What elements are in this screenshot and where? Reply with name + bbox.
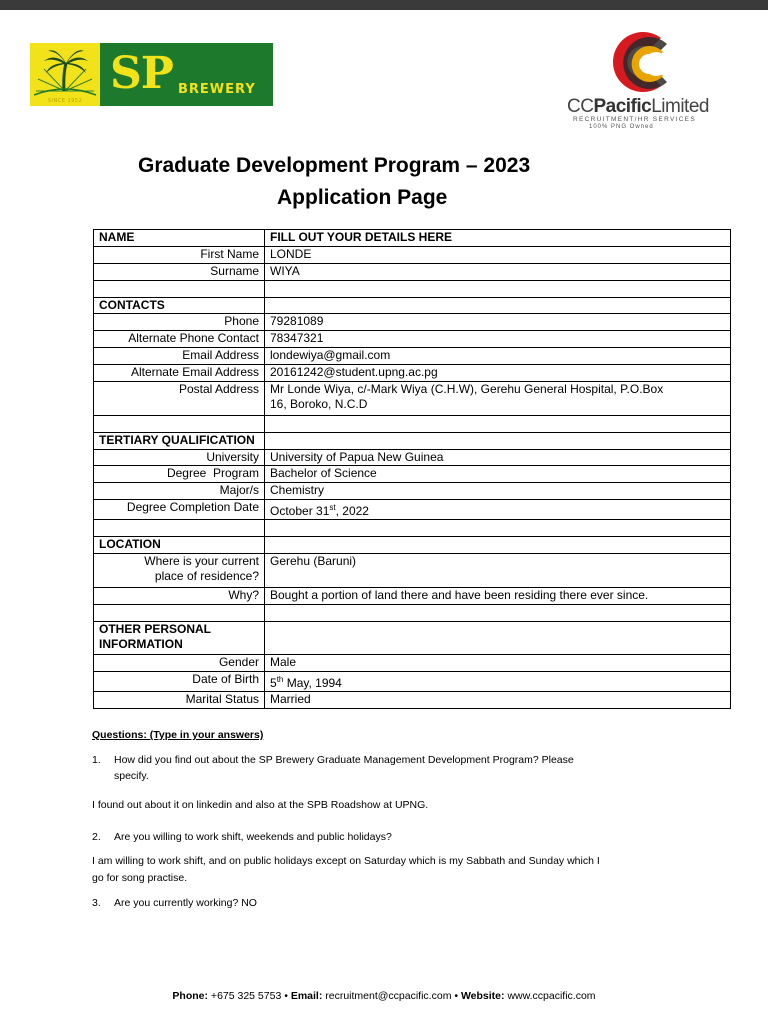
dob-field[interactable] [265, 672, 731, 692]
footer-email-label: Email: [290, 990, 323, 1002]
empty-cell [94, 520, 265, 537]
footer-phone: +675 325 5753 • [208, 990, 291, 1002]
table-row [94, 672, 731, 692]
contacts-section-header: CONTACTS [94, 297, 265, 314]
questions-header: Questions: (Type in your answers) [92, 729, 264, 741]
application-form-table [93, 229, 731, 709]
why-field[interactable]: Bought a portion of land there and have been residing there ever since. [265, 587, 731, 604]
alt-phone-label: Alternate Phone Contact [94, 331, 265, 348]
major-field[interactable]: Chemistry [265, 483, 731, 500]
gender-field[interactable]: Male [265, 655, 731, 672]
completion-date-field[interactable] [265, 500, 731, 520]
gender-label: Gender [94, 655, 265, 672]
university-field[interactable]: University of Papua New Guinea [265, 449, 731, 466]
sp-letters: SP [110, 48, 173, 99]
empty-cell [265, 604, 731, 621]
other-info-section-header [94, 621, 265, 655]
page-subtitle: Application Page [277, 186, 448, 209]
alt-email-field[interactable]: 20161242@student.upng.ac.pg [265, 365, 731, 382]
table-row [94, 483, 731, 500]
table-row [94, 382, 731, 416]
question-2-text: Are you willing to work shift, weekends and public holidays? [114, 831, 392, 843]
residence-label [94, 554, 265, 588]
footer-website: www.ccpacific.com [504, 990, 596, 1002]
name-section-header: NAME [94, 230, 265, 247]
question-1-line-1: How did you find out about the SP Brewery Graduate Management Development Program? Please [114, 754, 574, 766]
dob-suffix: th [276, 675, 284, 685]
cc-pacific-name: CCPacificLimited [567, 96, 709, 117]
table-row [94, 331, 731, 348]
table-row [94, 449, 731, 466]
completion-date-label: Degree Completion Date [94, 500, 265, 520]
residence-label-line-2: place of residence? [154, 569, 259, 584]
empty-cell [265, 621, 731, 655]
first-name-label: First Name [94, 246, 265, 263]
postal-address-label: Postal Address [94, 382, 265, 416]
alt-email-label: Alternate Email Address [94, 365, 265, 382]
empty-cell [94, 280, 265, 297]
university-label: University [94, 449, 265, 466]
dob-label: Date of Birth [94, 672, 265, 692]
sp-brewery-logo [30, 43, 273, 106]
first-name-field[interactable]: LONDE [265, 246, 731, 263]
fill-details-header: FILL OUT YOUR DETAILS HERE [265, 230, 731, 247]
tertiary-section-header: TERTIARY QUALIFICATION [94, 432, 265, 449]
completion-date-main: October 31 [270, 504, 330, 519]
table-row [94, 314, 731, 331]
alt-phone-field[interactable]: 78347321 [265, 331, 731, 348]
top-border-bar [0, 0, 768, 10]
why-label: Why? [94, 587, 265, 604]
empty-cell [94, 415, 265, 432]
page-title: Graduate Development Program – 2023 [138, 154, 531, 177]
other-info-header-line-1: OTHER PERSONAL [99, 621, 212, 636]
marital-status-field[interactable]: Married [265, 692, 731, 709]
other-info-header-line-2: INFORMATION [99, 636, 183, 651]
surname-field[interactable]: WIYA [265, 263, 731, 280]
residence-field[interactable]: Gerehu (Baruni) [265, 554, 731, 588]
table-row [94, 348, 731, 365]
question-3-text: Are you currently working? NO [114, 897, 257, 909]
question-3 [92, 895, 257, 911]
cc-pacific-logo [563, 28, 723, 138]
phone-field[interactable]: 79281089 [265, 314, 731, 331]
table-row [94, 604, 731, 621]
question-3-number: 3. [92, 897, 101, 909]
email-field[interactable]: londewiya@gmail.com [265, 348, 731, 365]
sp-logo-green-panel [100, 43, 273, 106]
cc-pacific-owned: 100% PNG Owned [589, 124, 654, 130]
table-row [94, 297, 731, 314]
postal-line-2: 16, Boroko, N.C.D [270, 397, 368, 412]
postal-line-1: Mr Londe Wiya, c/-Mark Wiya (C.H.W), Gerehu General Hospital, P.O.Box [270, 382, 664, 397]
empty-cell [265, 415, 731, 432]
marital-status-label: Marital Status [94, 692, 265, 709]
table-row [94, 246, 731, 263]
footer-contact-line [0, 990, 768, 1002]
table-row [94, 520, 731, 537]
answer-2-line-1[interactable]: I am willing to work shift, and on public holidays except on Saturday which is my Sabbath and Sunday which I [92, 855, 600, 867]
email-label: Email Address [94, 348, 265, 365]
question-2-number: 2. [92, 831, 101, 843]
empty-cell [94, 604, 265, 621]
sp-since-text: SINCE 1952 [47, 98, 83, 104]
footer-email: recruitment@ccpacific.com • [322, 990, 461, 1002]
table-row [94, 263, 731, 280]
table-row [94, 230, 731, 247]
cc-pacific-subtitle: RECRUITMENT/HR SERVICES [573, 116, 696, 123]
question-1 [92, 752, 574, 768]
empty-cell [265, 297, 731, 314]
table-row [94, 466, 731, 483]
degree-label: Degree Program [94, 466, 265, 483]
answer-2-line-2[interactable]: go for song practise. [92, 872, 188, 884]
table-row [94, 537, 731, 554]
residence-label-line-1: Where is your current [144, 554, 259, 569]
postal-address-field[interactable] [265, 382, 731, 416]
question-1-line-2: specify. [114, 770, 149, 782]
table-row [94, 554, 731, 588]
completion-date-year: , 2022 [335, 504, 369, 519]
major-label: Major/s [94, 483, 265, 500]
degree-field[interactable]: Bachelor of Science [265, 466, 731, 483]
empty-cell [265, 280, 731, 297]
answer-1[interactable]: I found out about it on linkedin and also at the SPB Roadshow at UPNG. [92, 799, 429, 811]
table-row [94, 692, 731, 709]
empty-cell [265, 537, 731, 554]
sp-brewery-text: BREWERY [178, 82, 256, 97]
location-section-header: LOCATION [94, 537, 265, 554]
cc-emblem-icon [563, 28, 723, 98]
table-row [94, 432, 731, 449]
table-row [94, 621, 731, 655]
completion-date-suffix: st [329, 503, 336, 513]
table-row [94, 500, 731, 520]
table-row [94, 415, 731, 432]
empty-cell [265, 520, 731, 537]
phone-label: Phone [94, 314, 265, 331]
empty-cell [265, 432, 731, 449]
question-2 [92, 829, 392, 845]
surname-label: Surname [94, 263, 265, 280]
table-row [94, 587, 731, 604]
question-1-number: 1. [92, 754, 101, 766]
table-row [94, 365, 731, 382]
palm-tree-icon [30, 43, 100, 106]
footer-website-label: Website: [460, 990, 505, 1002]
dob-day: 5 [270, 676, 277, 691]
table-row [94, 280, 731, 297]
table-row [94, 655, 731, 672]
footer-phone-label: Phone: [172, 990, 209, 1002]
dob-month-year: May, 1994 [283, 676, 342, 691]
